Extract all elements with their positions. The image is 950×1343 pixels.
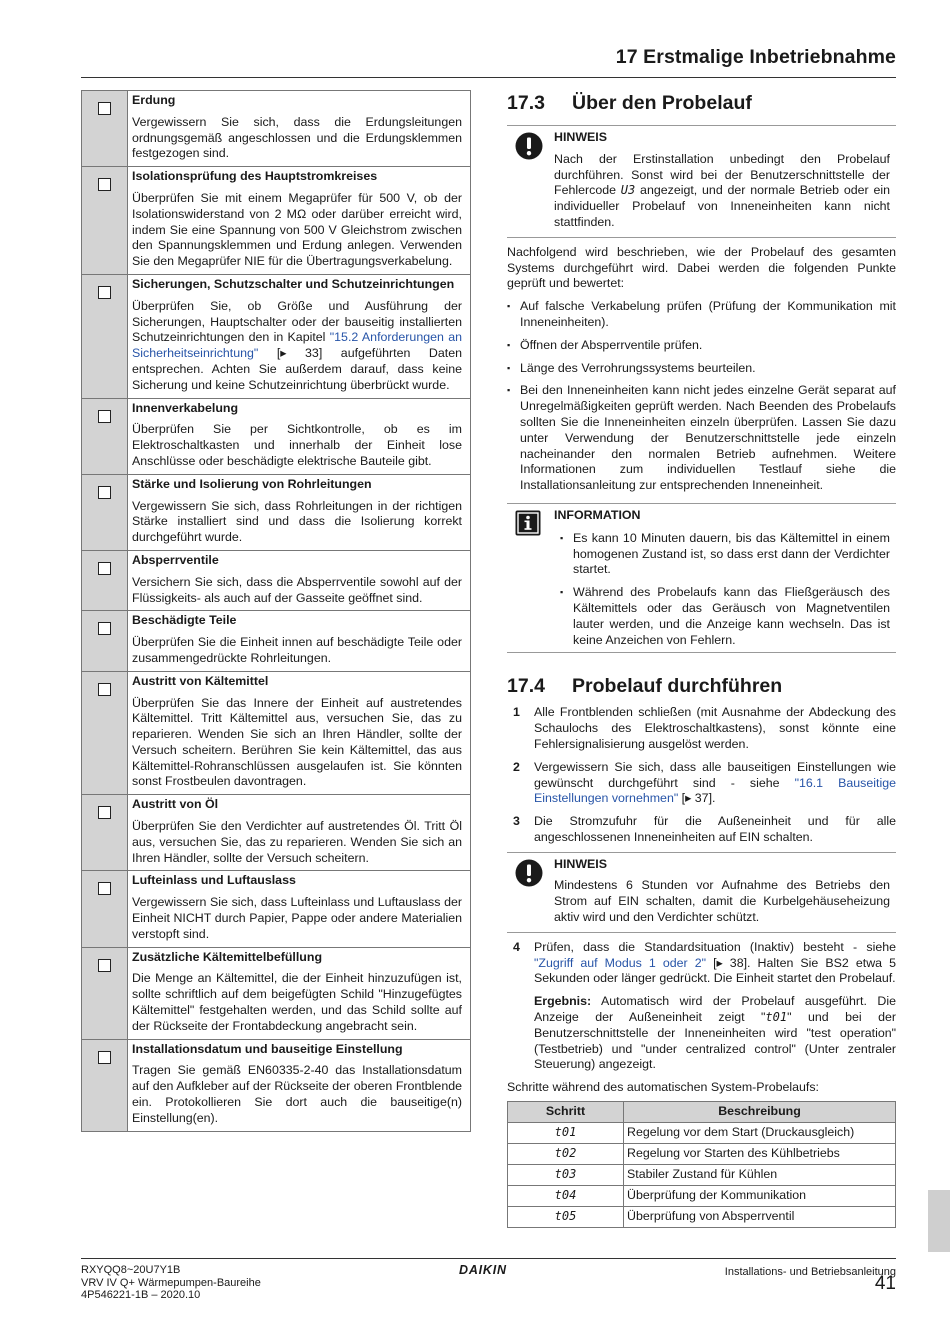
notice-text: Mindestens 6 Stunden vor Aufnahme des Betriebs den Strom auf EIN schalten, damit die Kurbelgehäuseheizung aktiv wird und den Verdichter schützt. (554, 878, 890, 925)
page-reference: [▸ 33] (258, 346, 323, 361)
item-text-part: Überprüfen Sie, ob Größe und Ausführung der Sicherungen, Hauptschalter oder der bauseitig installierten Schutzeinrichtungen den in Kapitel (132, 298, 462, 345)
cross-reference-link[interactable]: "16.1 Bauseitige Einstellungen vornehmen" (534, 775, 896, 806)
cross-reference-link[interactable]: "Zugriff auf Modus 1 oder 2" (534, 955, 707, 970)
cross-reference-link[interactable]: "15.2 Anforderungen an Sicherheitseinrichtung" (132, 330, 462, 361)
right-column (507, 90, 896, 1228)
step-number: 1 (513, 705, 520, 720)
checkbox[interactable] (98, 102, 111, 115)
checklist-row (82, 947, 471, 1039)
section-number: 17.4 (507, 675, 545, 698)
section-number: 17.3 (507, 92, 545, 114)
step-number: 2 (513, 759, 520, 774)
notice-title: HINWEIS (554, 130, 608, 144)
checkbox[interactable] (98, 178, 111, 191)
footer-document-id: 4P546221-1B – 2020.10 (81, 1289, 201, 1301)
footer-series: VRV IV Q+ Wärmepumpen-Baureihe (81, 1276, 261, 1289)
checkbox[interactable] (98, 882, 111, 895)
information-title: INFORMATION (554, 507, 641, 522)
footer-manual-title: Installations- und Betriebsanleitung (724, 1266, 896, 1278)
step-number: 4 (513, 939, 520, 954)
step-code: t04 (508, 1186, 624, 1207)
warning-exclamation-icon (515, 859, 543, 892)
chapter-tab-marker (928, 1190, 950, 1252)
checkbox[interactable] (98, 410, 111, 423)
item-title: Sicherungen, Schutzschalter und Schutzeinrichtungen (132, 276, 455, 291)
checkbox[interactable] (98, 1051, 111, 1064)
checklist-table (81, 90, 471, 1132)
section-heading-17-3 (507, 90, 896, 116)
checkbox[interactable] (98, 806, 111, 819)
item-title: Erdung (132, 93, 176, 107)
result-text: " und bei der Benutzerschnittstelle der Inneneinheiten wird "test operation" (Testbetrieb) und "under centralized control" (Unter zentraler Steuerung) angezeigt. (534, 1010, 896, 1072)
footer-model-info (81, 1264, 261, 1302)
info-bullet: ▪ Es kann 10 Minuten dauern, bis das Kältemittel in einem homogenen Zustand ist, so dass erst dann der Verdichter startet. (560, 531, 890, 578)
checkbox[interactable] (98, 486, 111, 499)
numbered-step (507, 940, 896, 987)
checklist-row (82, 274, 471, 398)
checklist-row (82, 550, 471, 610)
notice-text-part: Nach der Erstinstallation unbedingt den Probelauf durchführen. Sonst wird bei der Benutzerschnittstelle der Fehlercode (554, 151, 890, 198)
chapter-title: 17 Erstmalige Inbetriebnahme (615, 46, 896, 68)
information-box (507, 503, 896, 653)
item-text: Tragen Sie gemäß EN60335-2-40 das Installationsdatum auf den Aufkleber auf der Rückseite der oberen Frontblende ein. Protokollieren Sie dort auch die bauseitige(n) Einstellung(en). (132, 1063, 462, 1125)
step-text: Die Stromzufuhr für die Außeneinheit und für alle angeschlossenen Inneneinheiten auf EIN schalten. (534, 814, 896, 844)
result-label: Ergebnis: (534, 994, 592, 1009)
section-heading-17-4 (507, 673, 896, 699)
checkbox[interactable] (98, 562, 111, 575)
daikin-logo: DAIKIN (459, 1263, 507, 1277)
page-number: 41 (874, 1273, 896, 1294)
step-code: t03 (508, 1165, 624, 1186)
notice-box (507, 852, 896, 933)
step-description: Überprüfung der Kommunikation (624, 1186, 896, 1207)
notice-title: HINWEIS (554, 856, 608, 871)
checkbox[interactable] (98, 286, 111, 299)
notice-text (554, 152, 890, 231)
step-number: 3 (513, 814, 520, 829)
item-title: Installationsdatum und bauseitige Einstellung (132, 1041, 403, 1056)
item-title: Isolationsprüfung des Hauptstromkreises (132, 169, 378, 184)
item-text: Überprüfen Sie die Einheit innen auf beschädigte Teile oder zusammengedrückte Rohrleitungen. (132, 635, 462, 665)
bullet-item: ▪ Öffnen der Absperrventile prüfen. (507, 338, 896, 354)
step-description: Regelung vor Starten des Kühlbetriebs (624, 1144, 896, 1165)
item-title: Austritt von Kältemittel (132, 673, 269, 688)
table-row (508, 1144, 896, 1165)
notice-text-part: angezeigt, und der normale Betrieb oder ein individueller Probelauf von Inneneinheiten kann nicht stattfinden. (554, 183, 890, 229)
numbered-step (507, 814, 896, 846)
step-code: t02 (508, 1144, 624, 1165)
item-text-part: aufgeführten Daten entsprechen. Achten Sie außerdem darauf, dass keine Sicherung und keine Schutzeinrichtung überbrückt wurde. (132, 346, 462, 392)
checklist-row (82, 474, 471, 550)
step-text: [▸ 38]. Halten Sie BS2 etwa 5 Sekunden oder länger gedrückt. Die Einheit startet den Probelauf. (534, 955, 896, 986)
step-text: Prüfen, dass die Standardsituation (Inaktiv) besteht - siehe (534, 939, 896, 954)
step-text: Alle Frontblenden schließen (mit Ausnahme der Abdeckung des Schaulochs des Elektroschaltkastens), sonst könnte eine Fehlersignalisierung ausgelöst werden. (534, 705, 896, 751)
numbered-step (507, 760, 896, 807)
column-header: Schritt (508, 1102, 624, 1123)
bullet-item: ▪ Auf falsche Verkabelung prüfen (Prüfung der Kommunikation mit Inneneinheiten). (507, 299, 896, 331)
item-text: Vergewissern Sie sich, dass Rohrleitungen in der richtigen Stärke installiert sind und dass die Isolierung korrekt durchgeführt wurde. (132, 498, 462, 545)
numbered-step (507, 705, 896, 752)
page-header (81, 48, 896, 78)
item-text: Überprüfen Sie den Verdichter auf austretendes Öl. Tritt Öl aus, versuchen Sie, das zu reparieren. Wenden Sie sich an Ihren Händler, sollte der Versuch scheitern. (132, 819, 462, 865)
table-row (508, 1165, 896, 1186)
steps-table (507, 1101, 896, 1228)
checklist-row (82, 611, 471, 671)
section-title: Probelauf durchführen (572, 675, 783, 698)
page-reference: [▸ 37]. (678, 791, 716, 806)
table-row (508, 1123, 896, 1144)
checklist-row (82, 1039, 471, 1131)
step-description: Stabiler Zustand für Kühlen (624, 1165, 896, 1186)
item-text: Versichern Sie sich, dass die Absperrventile sowohl auf der Flüssigkeits- als auch auf der Gasseite geöffnet sind. (132, 574, 462, 605)
item-title: Zusätzliche Kältemittelbefüllung (132, 949, 323, 964)
column-header: Beschreibung (624, 1102, 896, 1123)
intro-paragraph: Nachfolgend wird beschrieben, wie der Probelauf des gesamten Systems durchgeführt wird. Dabei werden die folgenden Punkte geprüft und bewertet: (507, 244, 896, 291)
item-title: Beschädigte Teile (132, 613, 237, 628)
section-title: Über den Probelauf (572, 92, 752, 114)
step-code: t05 (508, 1207, 624, 1228)
item-text (132, 299, 462, 394)
footer-model: RXYQQ8~20U7Y1B (81, 1264, 181, 1276)
item-text: Die Menge an Kältemittel, die der Einheit hinzuzufügen ist, sollte schriftlich auf dem beigefügten Schild "Hinzugefügtes Kältemittel" festgehalten werden, und das Schild sollte auf der Rückseite der Frontabdeckung angebracht sein. (132, 971, 462, 1033)
table-row (508, 1207, 896, 1228)
item-text: Vergewissern Sie sich, dass die Erdungsleitungen ordnungsgemäß angeschlossen und die Erdungsklemmen festgezogen sind. (132, 114, 462, 161)
notice-box (507, 125, 896, 238)
steps-intro: Schritte während des automatischen System-Probelaufs: (507, 1080, 819, 1095)
checkbox[interactable] (98, 622, 111, 635)
info-bullet: ▪ Während des Probelaufs kann das Fließgeräusch des Kältemittels oder das Geräusch von Magnetventilen lauter werden, und die Anzeige kann wechseln. Das ist keine Anzeichen von Fehlern. (560, 585, 890, 648)
item-title: Innenverkabelung (132, 400, 239, 415)
item-text: Vergewissern Sie sich, dass Lufteinlass und Luftauslass der Einheit NICHT durch Papier, Pappe oder andere Materialien verstopft sind. (132, 895, 462, 941)
item-text: Überprüfen Sie mit einem Megaprüfer für 500 V, ob der Isolationswiderstand von 2 MΩ oder darüber erreicht wird, indem Sie eine Spannung von 500 V Gleichstrom zwischen den Spannungsklemmen und Erdung anlegen. Verwenden Sie den Megaprüfer NIE für die Übertragungsverkabelung. (132, 190, 462, 269)
display-code: t01 (765, 1010, 788, 1025)
checkbox[interactable] (98, 959, 111, 972)
checklist-row (82, 671, 471, 795)
information-icon (515, 510, 541, 541)
result-text: Automatisch wird der Probelauf ausgeführt. Die Anzeige der Außeneinheit zeigt " (534, 994, 896, 1025)
item-title: Absperrventile (132, 552, 219, 567)
table-header-row (508, 1102, 896, 1123)
item-text: Überprüfen Sie per Sichtkontrolle, ob es im Elektroschaltkasten und innerhalb der Einheit lose Anschlüsse oder beschädigte elektrische Bauteile gibt. (132, 422, 462, 468)
item-title: Austritt von Öl (132, 797, 219, 812)
step-description: Regelung vor dem Start (Druckausgleich) (624, 1123, 896, 1144)
item-title: Lufteinlass und Luftauslass (132, 873, 296, 888)
bullet-item: ▪ Länge des Verrohrungssystems beurteilen. (507, 361, 896, 377)
result-paragraph (507, 994, 896, 1073)
item-text: Überprüfen Sie das Innere der Einheit auf austretendes Kältemittel. Tritt Kältemittel aus, versuchen Sie, das zu reparieren. Wenden Sie sich an Ihren Händler, sollte der Versuch scheitern. Berühren Sie kein Kältemittel, das aus Kältemittel-Rohranschlüssen ausgelaufen ist. Sie könnten sonst Frostbeulen davontragen. (132, 695, 462, 789)
checklist-row (82, 398, 471, 474)
error-code: U3 (620, 183, 636, 198)
bullet-item: ▪ Bei den Inneneinheiten kann nicht jedes einzelne Gerät separat auf Unregelmäßigkeiten geprüft werden. Nach Beenden des Probelaufs sollten Sie die Inneneinheiten einzeln überprüfen. Lassen Sie dazu unter Verwendung der Benutzerschnittstelle jede einzeln nacheinander den normalen Betrieb aufnehmen. Weitere Informationen zum individuellen Testlauf siehe die Installationsanleitung zur entsprechenden Inneneinheit. (507, 383, 896, 494)
checklist-row (82, 167, 471, 275)
table-row (508, 1186, 896, 1207)
item-title: Stärke und Isolierung von Rohrleitungen (132, 476, 372, 491)
page-footer (81, 1258, 896, 1301)
checklist-row (82, 91, 471, 167)
step-code: t01 (508, 1123, 624, 1144)
checkbox[interactable] (98, 683, 111, 696)
checklist-row (82, 795, 471, 871)
step-text: Vergewissern Sie sich, dass alle bauseitigen Einstellungen wie gewünscht durchgeführt sind - siehe (534, 759, 896, 790)
warning-exclamation-icon (515, 132, 543, 165)
step-description: Überprüfung von Absperrventil (624, 1207, 896, 1228)
checklist-row (82, 871, 471, 947)
